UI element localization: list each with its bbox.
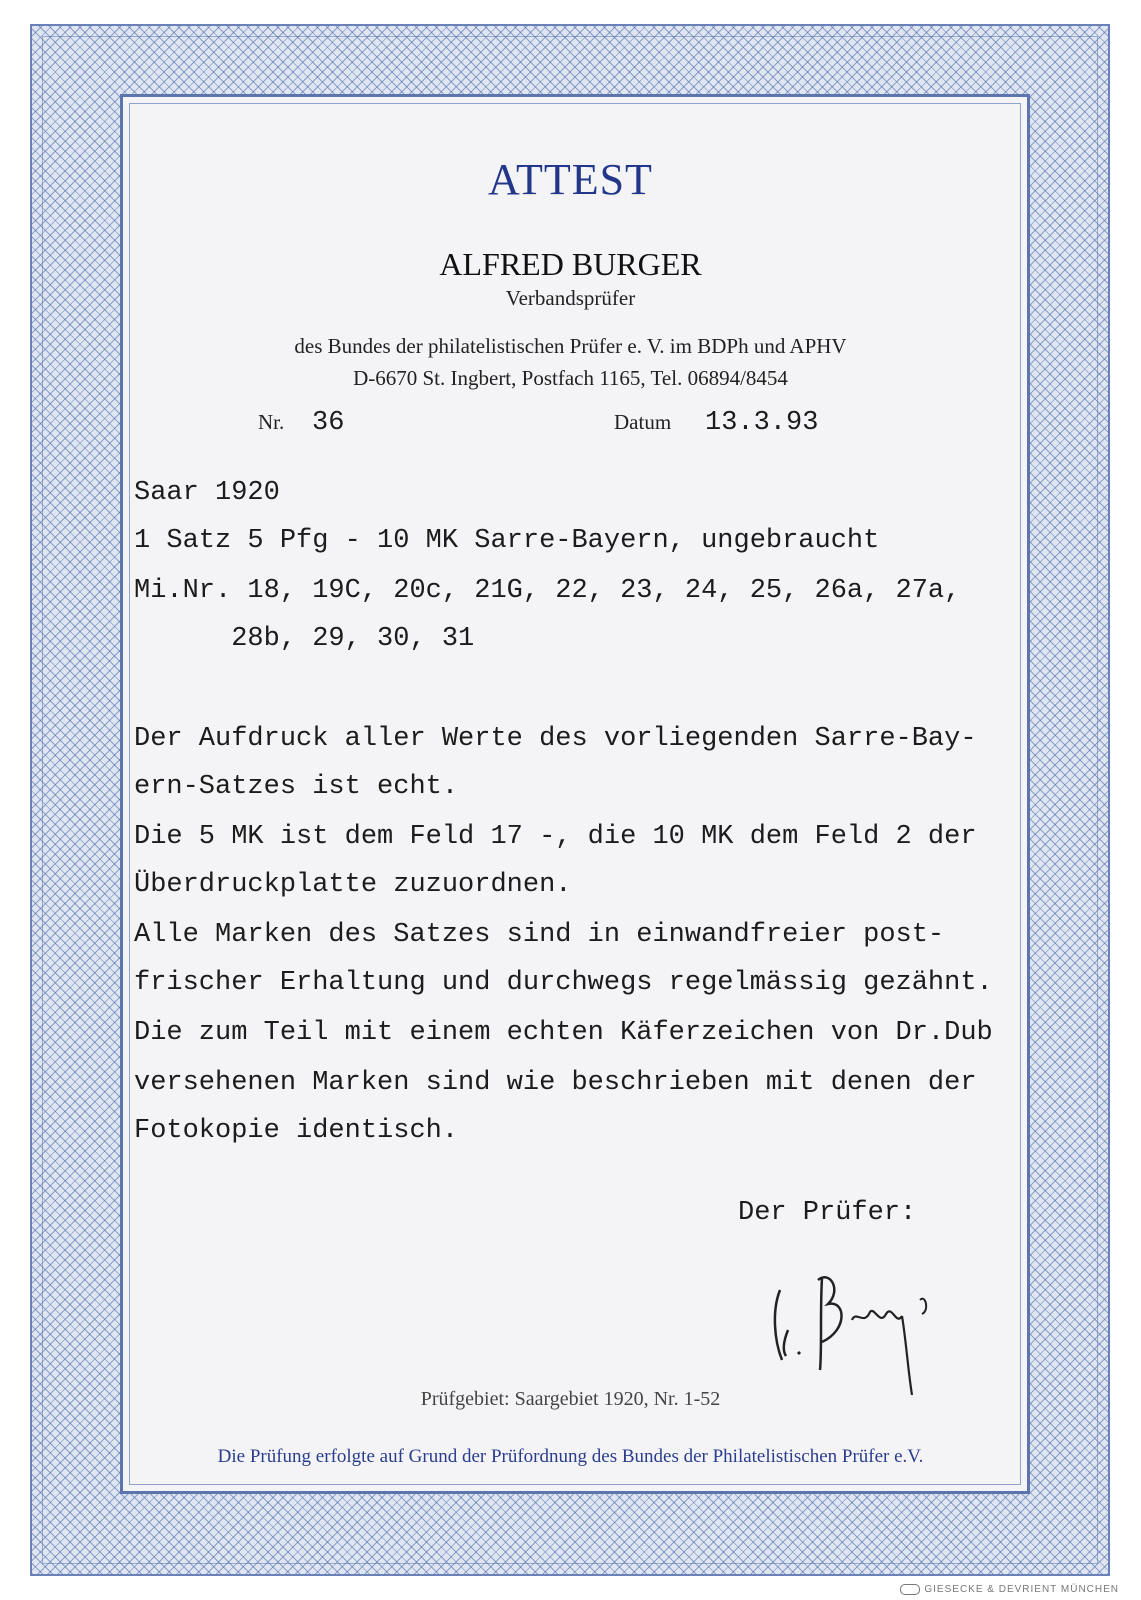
nr-value: 36 (312, 408, 345, 438)
examiner-name: ALFRED BURGER (439, 246, 702, 282)
body-line: Überdruckplatte zuzuordnen. (134, 870, 572, 900)
organization-line: des Bundes der philatelistischen Prüfer e. V. im BDPh und APHV (294, 334, 847, 358)
certificate-title: ATTEST (488, 155, 653, 204)
body-line: ern-Satzes ist echt. (134, 772, 459, 802)
signature-label: Der Prüfer: (738, 1198, 917, 1228)
body-line: Fotokopie identisch. (134, 1116, 459, 1146)
item-line: 28b, 29, 30, 31 (134, 624, 475, 654)
item-line: Saar 1920 (134, 478, 280, 508)
body-line: versehenen Marken sind wie beschrieben mit denen der (134, 1068, 977, 1098)
printer-imprint (900, 1584, 1119, 1595)
body-line: frischer Erhaltung und durchwegs regelmässig gezähnt. (134, 968, 993, 998)
address-line: D-6670 St. Ingbert, Postfach 1165, Tel. 06894/8454 (353, 366, 788, 390)
nr-label: Nr. (258, 410, 285, 434)
body-line: Alle Marken des Satzes sind in einwandfreier post- (134, 920, 945, 950)
printer-logo-icon (900, 1584, 920, 1595)
item-line: Mi.Nr. 18, 19C, 20c, 21G, 22, 23, 24, 25, 26a, 27a, (134, 576, 961, 606)
printer-name: GIESECKE & DEVRIENT MÜNCHEN (924, 1584, 1119, 1596)
date-value: 13.3.93 (705, 408, 819, 438)
body-line: Der Aufdruck aller Werte des vorliegenden Sarre-Bay- (134, 724, 977, 754)
handwritten-signature (770, 1270, 950, 1400)
item-line: 1 Satz 5 Pfg - 10 MK Sarre-Bayern, ungebraucht (134, 526, 880, 556)
examiner-role: Verbandsprüfer (505, 286, 636, 310)
body-line: Die zum Teil mit einem echten Käferzeichen von Dr.Dub (134, 1018, 993, 1048)
body-line: Die 5 MK ist dem Feld 17 -, die 10 MK dem Feld 2 der (134, 822, 977, 852)
examination-rule-note: Die Prüfung erfolgte auf Grund der Prüfordnung des Bundes der Philatelistischen Prüfer e.V. (217, 1446, 924, 1467)
date-label: Datum (614, 410, 672, 434)
examination-area: Prüfgebiet: Saargebiet 1920, Nr. 1-52 (420, 1388, 721, 1410)
